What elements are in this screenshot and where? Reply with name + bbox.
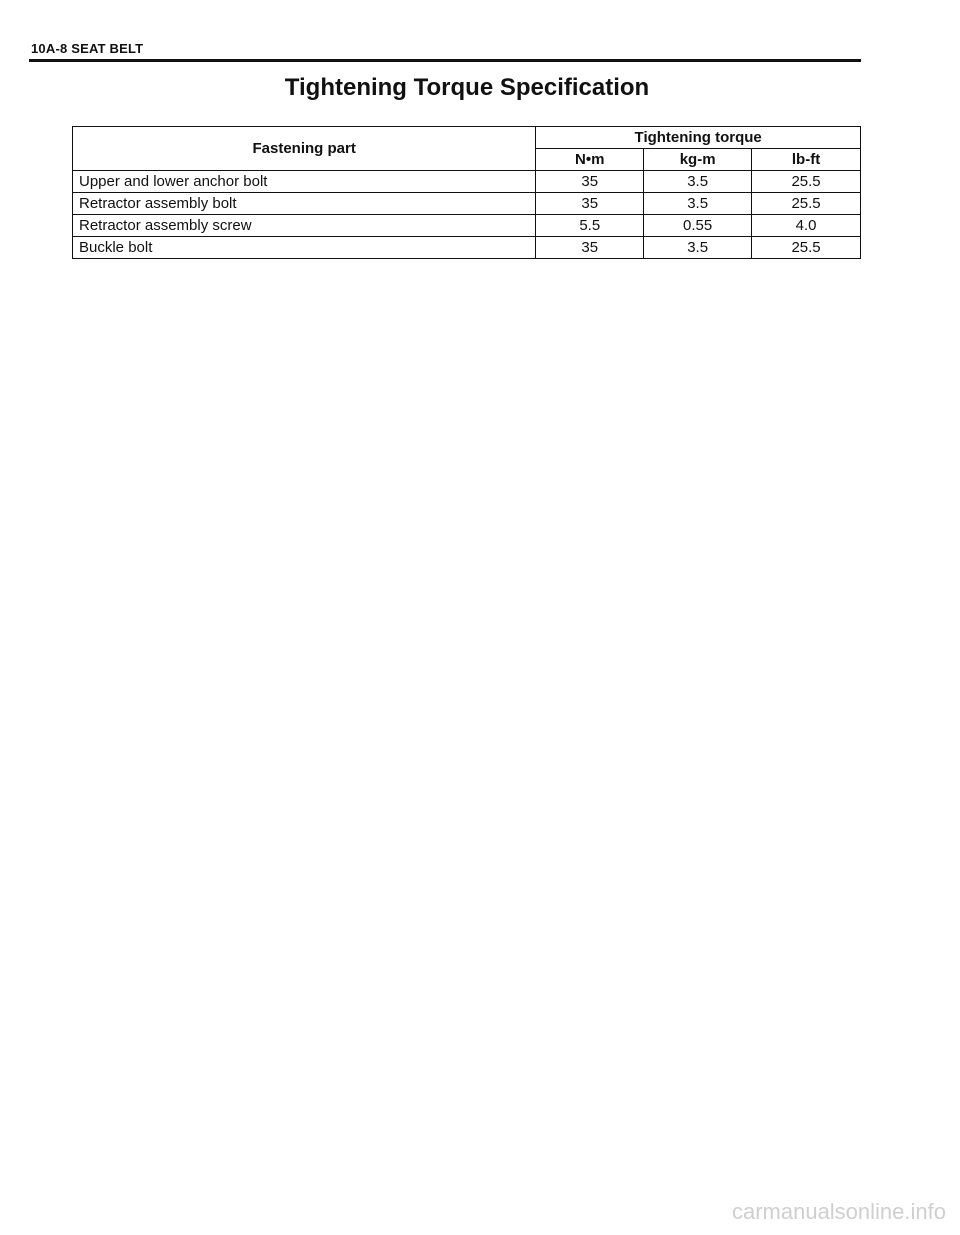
cell-nm: 5.5: [536, 215, 644, 237]
watermark: carmanualsonline.info: [731, 1199, 946, 1224]
header-unit-kgm: kg-m: [644, 149, 752, 171]
cell-lbft: 25.5: [752, 237, 861, 259]
header-unit-nm: N•m: [536, 149, 644, 171]
cell-nm: 35: [536, 171, 644, 193]
table-row: [73, 237, 861, 259]
cell-kgm: 3.5: [644, 171, 752, 193]
table-row: [73, 193, 861, 215]
cell-lbft: 4.0: [752, 215, 861, 237]
cell-part: Buckle bolt: [73, 237, 536, 259]
cell-part: Retractor assembly screw: [73, 215, 536, 237]
cell-nm: 35: [536, 193, 644, 215]
cell-lbft: 25.5: [752, 171, 861, 193]
table-header-row: [73, 127, 861, 149]
table-row: [73, 215, 861, 237]
cell-kgm: 3.5: [644, 193, 752, 215]
header-fastening-part: Fastening part: [73, 127, 536, 171]
cell-part: Upper and lower anchor bolt: [73, 171, 536, 193]
page-title: Tightening Torque Specification: [284, 74, 650, 101]
header-tightening-torque: Tightening torque: [536, 127, 861, 149]
cell-nm: 35: [536, 237, 644, 259]
cell-part: Retractor assembly bolt: [73, 193, 536, 215]
table-row: [73, 171, 861, 193]
cell-kgm: 3.5: [644, 237, 752, 259]
cell-kgm: 0.55: [644, 215, 752, 237]
header-unit-lbft: lb-ft: [752, 149, 861, 171]
header-rule: [29, 59, 861, 62]
cell-lbft: 25.5: [752, 193, 861, 215]
torque-spec-table: [72, 126, 861, 259]
page-header: 10A-8 SEAT BELT: [31, 41, 144, 56]
